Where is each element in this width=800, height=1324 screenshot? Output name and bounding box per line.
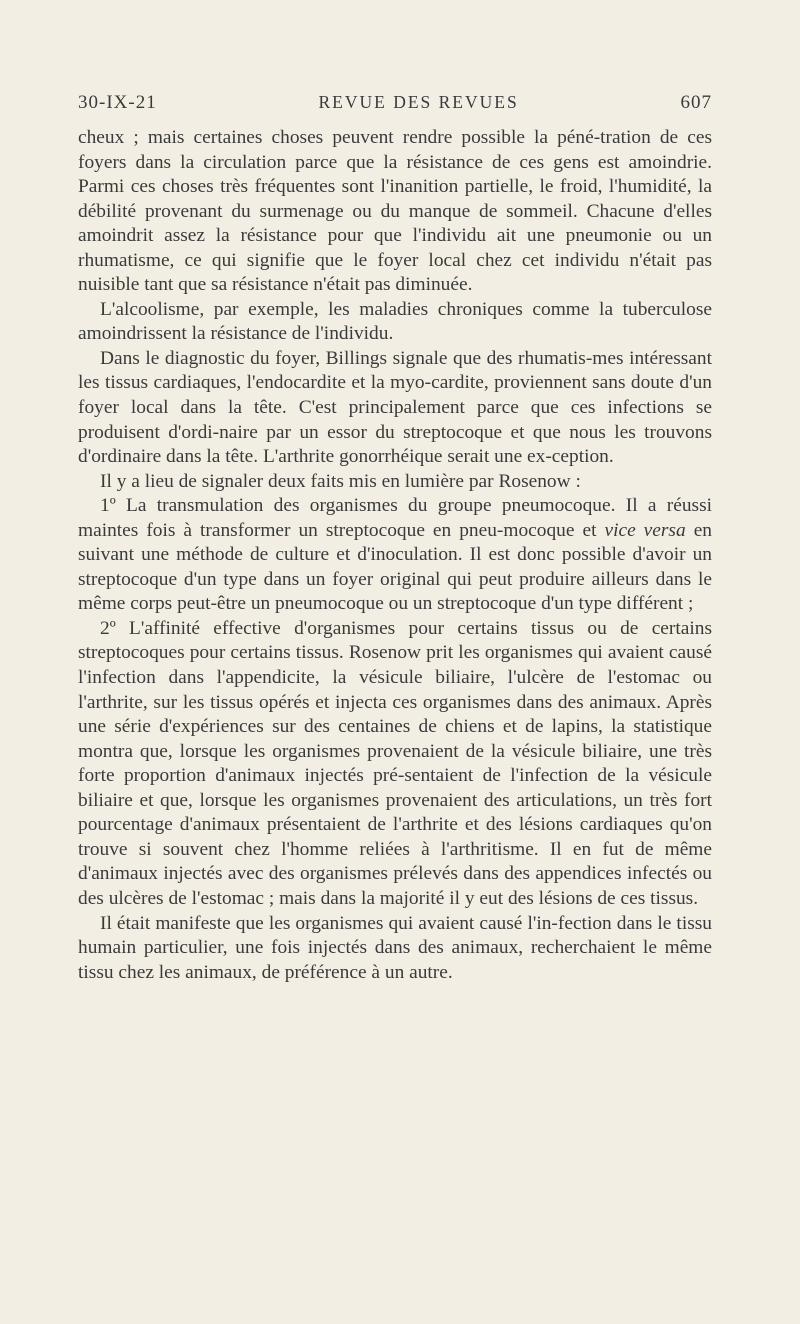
document-page — [78, 92, 712, 985]
page-number: 607 — [680, 92, 712, 113]
header-date: 30-IX-21 — [78, 92, 157, 113]
paragraph-4: Il y a lieu de signaler deux faits mis en lumière par Rosenow : — [100, 470, 581, 492]
paragraph-5-end: en suivant une méthode de culture et d'inoculation. Il est donc possible d'avoir un streptocoque d'un type dans un foyer original qui peut produire ailleurs dans le même corps peut-être un pneumocoque ou un streptocoque d'un type différent ; — [78, 519, 712, 615]
journal-title: REVUE DES REVUES — [318, 92, 519, 112]
body-text — [78, 126, 712, 985]
paragraph-5 — [78, 494, 712, 617]
paragraph-5-start: 1º La transmulation des organismes du groupe pneumocoque. Il a réussi maintes fois à transformer un streptocoque en pneu-mocoque et — [78, 495, 712, 541]
paragraph-7: Il était manifeste que les organismes qui avaient causé l'in-fection dans le tissu humain particulier, une fois injectés dans des animaux, recherchaient le même tissu chez les animaux, de préférence à un autre. — [78, 912, 712, 983]
paragraph-2: L'alcoolisme, par exemple, les maladies chroniques comme la tuberculose amoindrissent la résistance de l'individu. — [78, 298, 712, 345]
paragraph-6: 2º L'affinité effective d'organismes pour certains tissus ou de certains streptocoques pour certains tissus. Rosenow prit les organismes qui avaient causé l'infection dans l'appendicite, la vésicule biliaire, l'ulcère de l'estomac ou l'arthrite, sur les tissus opérés et injecta ces organismes dans des animaux. Après une série d'expériences sur des centaines de chiens et de lapins, la statistique montra que, lorsque les organismes provenaient de la vésicule biliaire, une très forte proportion d'animaux injectés pré-sentaient de l'infection de la vésicule biliaire et que, lorsque les organismes provenaient des articulations, un très fort pourcentage d'animaux présentaient de l'arthrite et des lésions cardiaques qu'on trouve si souvent chez l'homme reliées à l'arthritisme. Il en fut de même d'animaux injectés avec des organismes prélevés dans des appendices infectés ou des ulcères de l'estomac ; mais dans la majorité il y eut des lésions de ces tissus. — [78, 617, 712, 909]
running-header — [78, 92, 712, 126]
paragraph-1: cheux ; mais certaines choses peuvent rendre possible la péné-tration de ces foyers dans la circulation parce que la résistance de ces gens est amoindrie. Parmi ces choses très fréquentes sont l'inanition partielle, le froid, l'humidité, la débilité provenant du surmenage ou du manque de sommeil. Chacune d'elles amoindrit assez la résistance pour que l'individu ait une pneumonie ou un rhumatisme, ce qui signifie que le foyer local chez cet individu n'était pas nuisible tant que sa résistance n'était pas diminuée. — [78, 127, 712, 296]
italic-phrase: vice versa — [604, 519, 686, 541]
paragraph-3: Dans le diagnostic du foyer, Billings signale que des rhumatis-mes intéressant les tissus cardiaques, l'endocardite et la myo-cardite, proviennent sans doute d'un foyer local dans la tête. C'est principalement parce que ces infections se produisent d'ordi-naire par un essor du streptocoque et que nous les trouvons d'ordinaire dans la tête. L'arthrite gonorrhéique serait une ex-ception. — [78, 347, 712, 468]
